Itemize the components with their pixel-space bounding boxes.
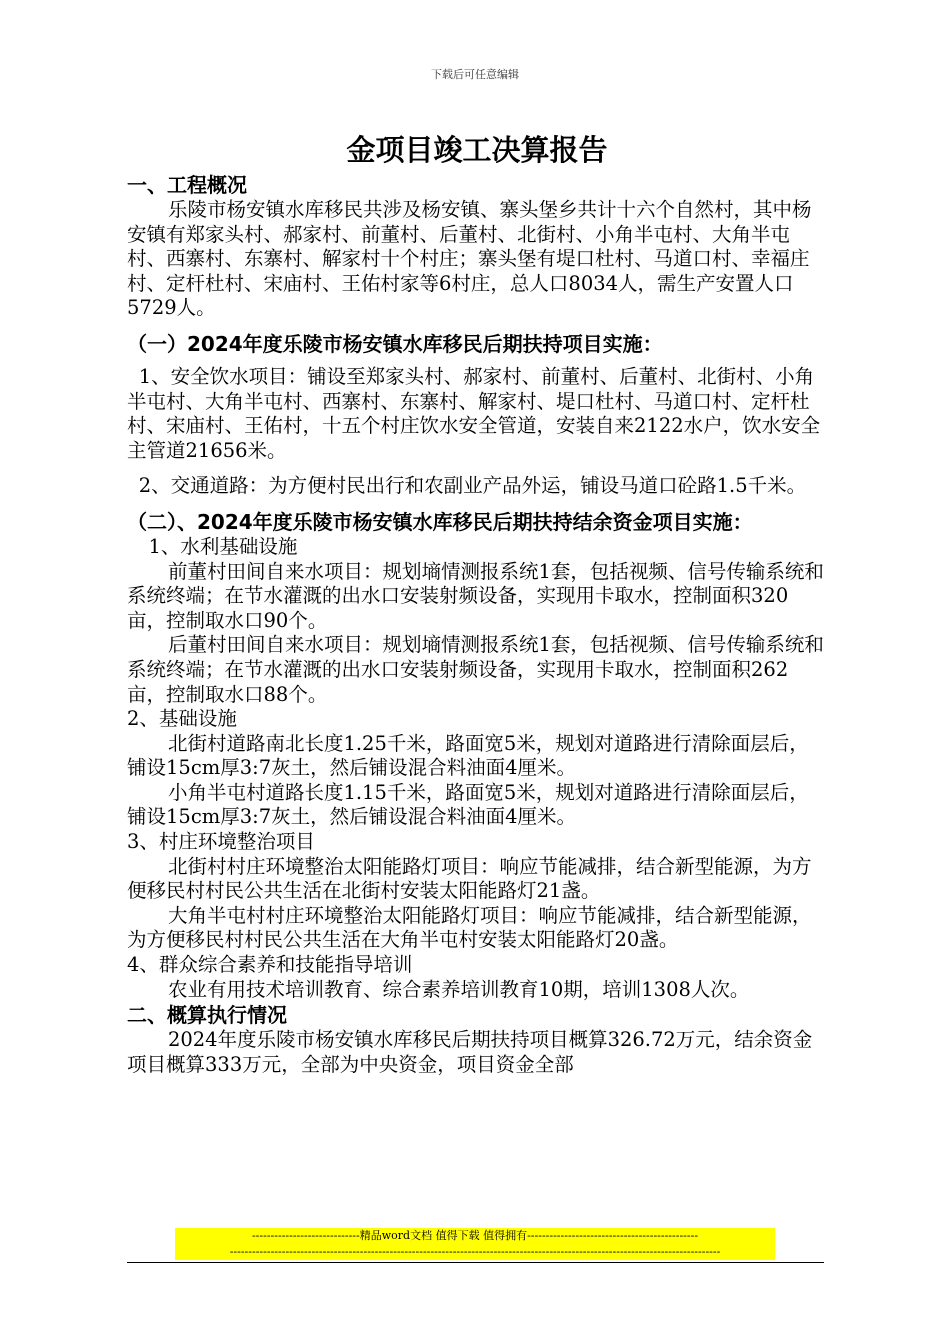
subsection-heading-2: （二）、2024年度乐陵市杨安镇水库移民后期扶持结余资金项目实施： — [127, 509, 753, 534]
water-project-qiandong: 前董村田间自来水项目：规划墒情测报系统1套，包括视频、信号传输系统和系统终端；在节水灌溉的出水口安装射频设备，实现用卡取水，控制面积320亩，控制取水口90个。 — [127, 559, 824, 632]
infrastructure-heading: 2、基础设施 — [127, 707, 237, 731]
water-infrastructure-heading: 1、水利基础设施 — [148, 534, 298, 558]
water-project-houdong: 后董村田间自来水项目：规划墒情测报系统1套，包括视频、信号传输系统和系统终端；在节水灌溉的出水口安装射频设备，实现用卡取水，控制面积262亩，控制取水口88个。 — [127, 633, 824, 706]
section-heading-overview: 一、工程概况 — [127, 173, 247, 197]
footer-banner-line-1: -----------------------------精品word文档 值得下载 值得拥有---------------------------------------------- — [251, 1229, 699, 1242]
footer-banner-line-2: ------------------------------------------------------------------------------------------------------------------------------------ — [229, 1245, 721, 1258]
training-paragraph: 农业有用技术培训教育、综合素养培训教育10期，培训1308人次。 — [167, 977, 750, 1001]
header-note: 下载后可任意编辑 — [431, 68, 519, 81]
streetlight-project-dajiaobantun: 大角半屯村村庄环境整治太阳能路灯项目：响应节能减排，结合新型能源，为方便移民村村民公共生活在大角半屯村安装太阳能路灯20盏。 — [127, 903, 812, 952]
document-body — [127, 128, 827, 1077]
streetlight-project-beijie: 北街村村庄环境整治太阳能路灯项目：响应节能减排，结合新型能源，为方便移民村村民公共生活在北街村安装太阳能路灯21盏。 — [127, 854, 812, 903]
road-project-beijie: 北街村道路南北长度1.25千米，路面宽5米，规划对道路进行清除面层后，铺设15cm厚3:7灰土，然后铺设混合料油面4厘米。 — [127, 731, 809, 780]
footer-banner — [175, 1228, 775, 1260]
document-title: 金项目竣工决算报告 — [346, 133, 608, 167]
item-transport-road: 2、交通道路：为方便村民出行和农副业产品外运，铺设马道口砼路1.5千米。 — [138, 474, 807, 498]
subsection-heading-1: （一）2024年度乐陵市杨安镇水库移民后期扶持项目实施： — [127, 331, 663, 356]
training-heading: 4、群众综合素养和技能指导培训 — [127, 953, 413, 977]
environment-heading: 3、村庄环境整治项目 — [127, 830, 315, 854]
budget-paragraph: 2024年度乐陵市杨安镇水库移民后期扶持项目概算326.72万元，结余资金项目概算333万元，全部为中央资金，项目资金全部 — [127, 1028, 813, 1076]
overview-paragraph: 乐陵市杨安镇水库移民共涉及杨安镇、寨头堡乡共计十六个自然村，其中杨安镇有郑家头村、郝家村、前董村、后董村、北街村、小角半屯村、大角半屯村、西寨村、东寨村、解家村十个村庄；寨头堡有堤口杜村、马道口村、幸福庄村、定杆杜村、宋庙村、王佑村家等6村庄，总人口8034人，需生产安置人口5729人。 — [127, 198, 812, 320]
road-project-xiaojiaobantun: 小角半屯村道路长度1.15千米，路面宽5米，规划对道路进行清除面层后，铺设15cm厚3:7灰土，然后铺设混合料油面4厘米。 — [127, 780, 809, 829]
item-drinking-water: 1、安全饮水项目：铺设至郑家头村、郝家村、前董村、后董村、北街村、小角半屯村、大角半屯村、西寨村、东寨村、解家村、堤口杜村、马道口村、定杆杜村、宋庙村、王佑村，十五个村庄饮水安全管道，安装自来2122水户，饮水安全主管道21656米。 — [127, 364, 821, 462]
footer-divider — [127, 1262, 824, 1263]
section-heading-budget: 二、概算执行情况 — [127, 1003, 287, 1028]
